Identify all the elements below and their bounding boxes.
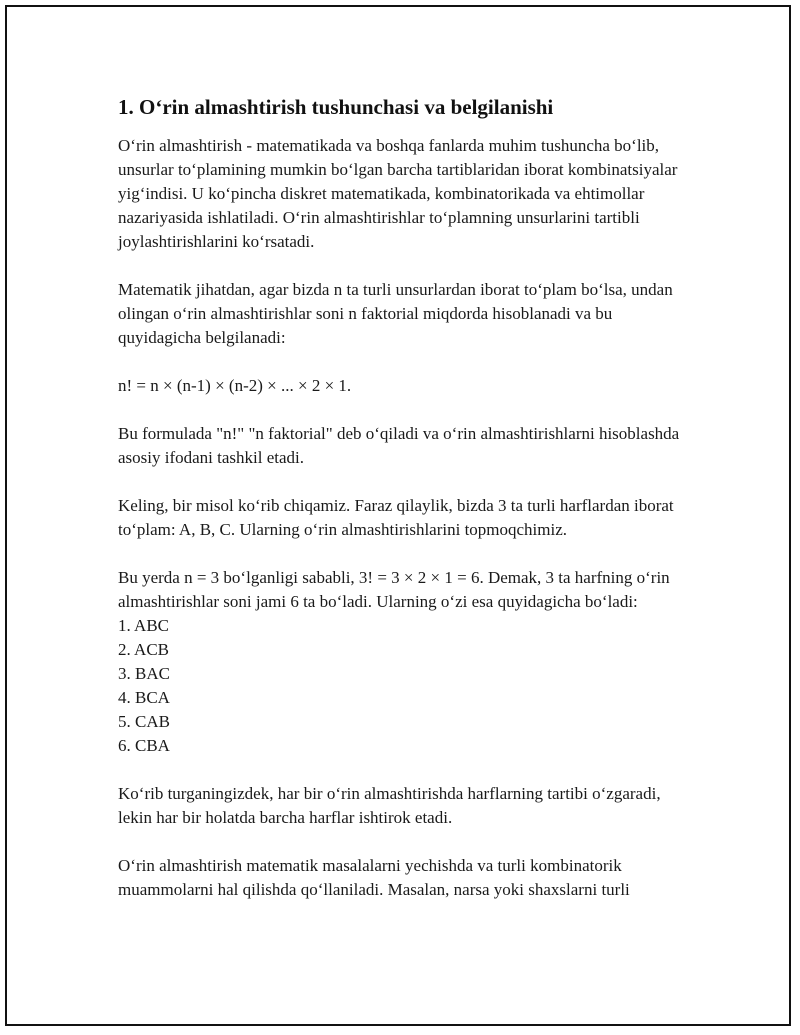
paragraph-example-intro: Keling, bir misol ko‘rib chiqamiz. Faraz qilaylik, bizda 3 ta turli harflardan iborat to‘plam: A, B, C. Ularning o‘rin almashtirishlarini topmoqchimiz.	[118, 496, 674, 539]
list-item: 2. ACB	[118, 640, 170, 659]
factorial-formula: n! = n × (n-1) × (n-2) × ... × 2 × 1.	[118, 376, 352, 395]
paragraph-math-intro: Matematik jihatdan, agar bizda n ta turli unsurlardan iborat to‘plam bo‘lsa, undan olingan o‘rin almashtirishlar soni n faktorial miqdorda hisoblanadi va bu quyidagicha belgilanadi:	[118, 280, 673, 347]
paragraph-definition: O‘rin almashtirish - matematikada va boshqa fanlarda muhim tushuncha bo‘lib, unsurlar to‘plamining mumkin bo‘lgan barcha tartiblaridan iborat kombinatsiyalar yig‘indisi. U ko‘pincha diskret matematikada, kombinatorikada va ehtimollar nazariyasida ishlatiladi. O‘rin almashtirishlar to‘plamning unsurlarini tartibli joylashtirishlarini ko‘rsatadi.	[118, 136, 678, 251]
document-body	[118, 94, 688, 926]
list-item: 5. CAB	[118, 712, 170, 731]
list-item: 4. BCA	[118, 688, 170, 707]
list-item: 1. ABC	[118, 616, 170, 635]
permutation-list	[118, 614, 688, 758]
paragraph-example-calc: Bu yerda n = 3 bo‘lganligi sababli, 3! = 3 × 2 × 1 = 6. Demak, 3 ta harfning o‘rin almashtirishlar soni jami 6 ta bo‘ladi. Ularning o‘zi esa quyidagicha bo‘ladi:	[118, 568, 670, 611]
section-heading: 1. O‘rin almashtirish tushunchasi va belgilanishi	[118, 95, 554, 119]
list-item: 6. CBA	[118, 736, 170, 755]
list-item: 3. BAC	[118, 664, 170, 683]
paragraph-observation: Ko‘rib turganingizdek, har bir o‘rin almashtirishda harflarning tartibi o‘zgaradi, lekin har bir holatda barcha harflar ishtirok etadi.	[118, 784, 661, 827]
paragraph-applications: O‘rin almashtirish matematik masalalarni yechishda va turli kombinatorik muammolarni hal qilishda qo‘llaniladi. Masalan, narsa yoki shaxslarni turli	[118, 856, 630, 899]
paragraph-formula-explanation: Bu formulada "n!" "n faktorial" deb o‘qiladi va o‘rin almashtirishlarni hisoblashda asosiy ifodani tashkil etadi.	[118, 424, 680, 467]
